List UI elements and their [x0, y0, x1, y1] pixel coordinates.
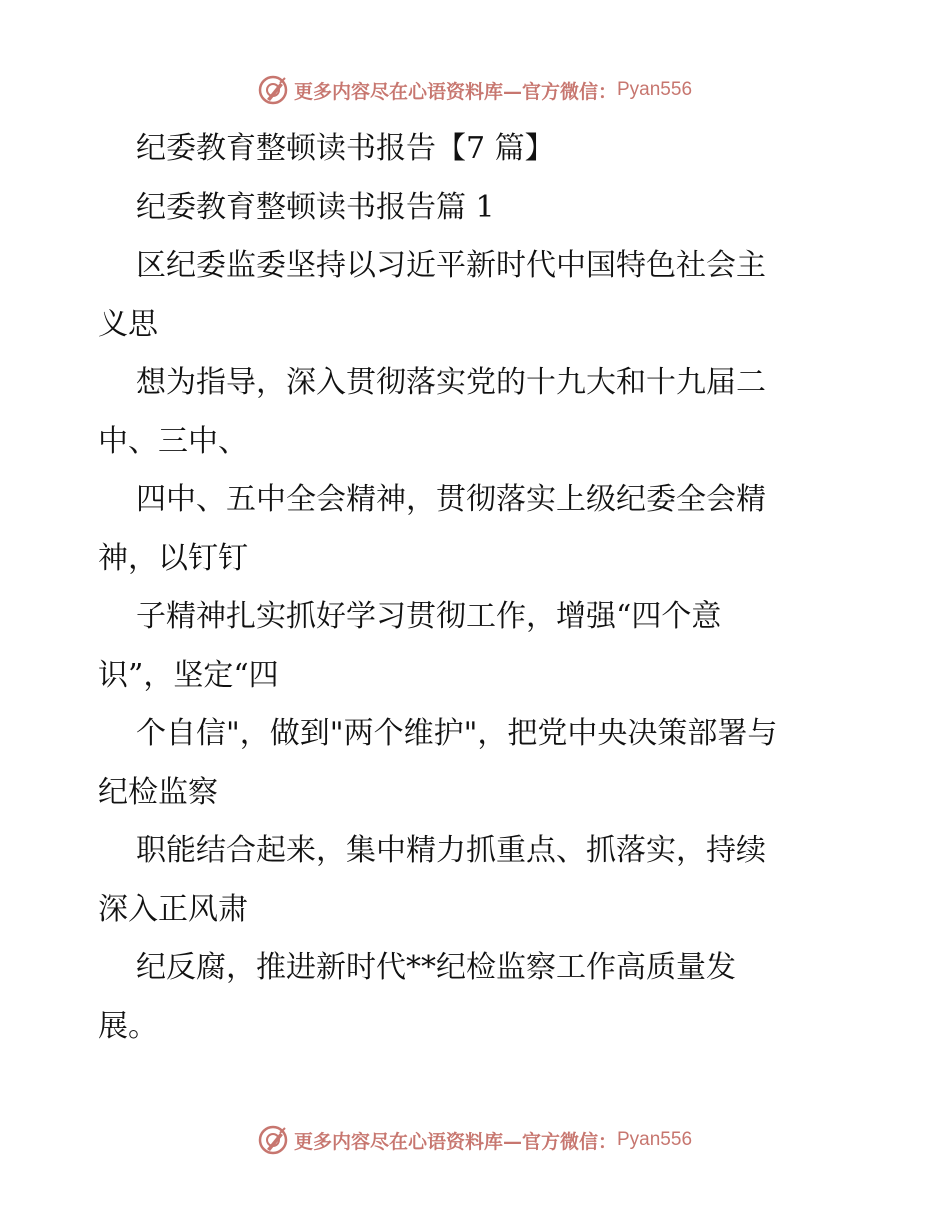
paragraph-line: 个自信"，做到"两个维护"，把党中央决策部署与 — [136, 716, 778, 751]
paragraph-line: 职能结合起来，集中精力抓重点、抓落实，持续 — [136, 833, 766, 868]
footer-wechat-id: Pyan556 — [617, 1129, 693, 1150]
paragraph-line: 义思 — [98, 306, 158, 342]
document-title: 纪委教育整顿读书报告【7 篇】 — [136, 131, 555, 166]
quill-logo-icon — [258, 75, 288, 105]
header-wechat-id: Pyan556 — [617, 79, 693, 100]
footer-banner-text: 更多内容尽在心语资料库—官方微信： — [293, 1130, 617, 1153]
quill-logo-icon — [258, 1125, 288, 1155]
document-body — [98, 120, 858, 1056]
paragraph-line: 纪反腐，推进新时代**纪检监察工作高质量发 — [136, 950, 736, 985]
paragraph-line: 识”，坚定“四 — [98, 657, 279, 693]
paragraph-line: 神，以钉钉 — [98, 540, 248, 576]
paragraph-line: 纪检监察 — [98, 774, 218, 810]
paragraph-line: 想为指导，深入贯彻落实党的十九大和十九届二 — [136, 365, 766, 400]
paragraph-line: 四中、五中全会精神，贯彻落实上级纪委全会精 — [136, 482, 766, 517]
paragraph-line: 展。 — [98, 1008, 158, 1044]
section-heading: 纪委教育整顿读书报告篇 1 — [136, 189, 495, 225]
header-watermark-banner — [0, 70, 950, 110]
footer-watermark-banner — [0, 1120, 950, 1160]
header-banner-text: 更多内容尽在心语资料库—官方微信： — [293, 80, 617, 103]
paragraph-line: 深入正风肃 — [98, 891, 248, 927]
paragraph-line: 区纪委监委坚持以习近平新时代中国特色社会主 — [136, 248, 766, 283]
paragraph-line: 子精神扎实抓好学习贯彻工作，增强“四个意 — [136, 599, 722, 634]
paragraph-line: 中、三中、 — [98, 423, 248, 459]
